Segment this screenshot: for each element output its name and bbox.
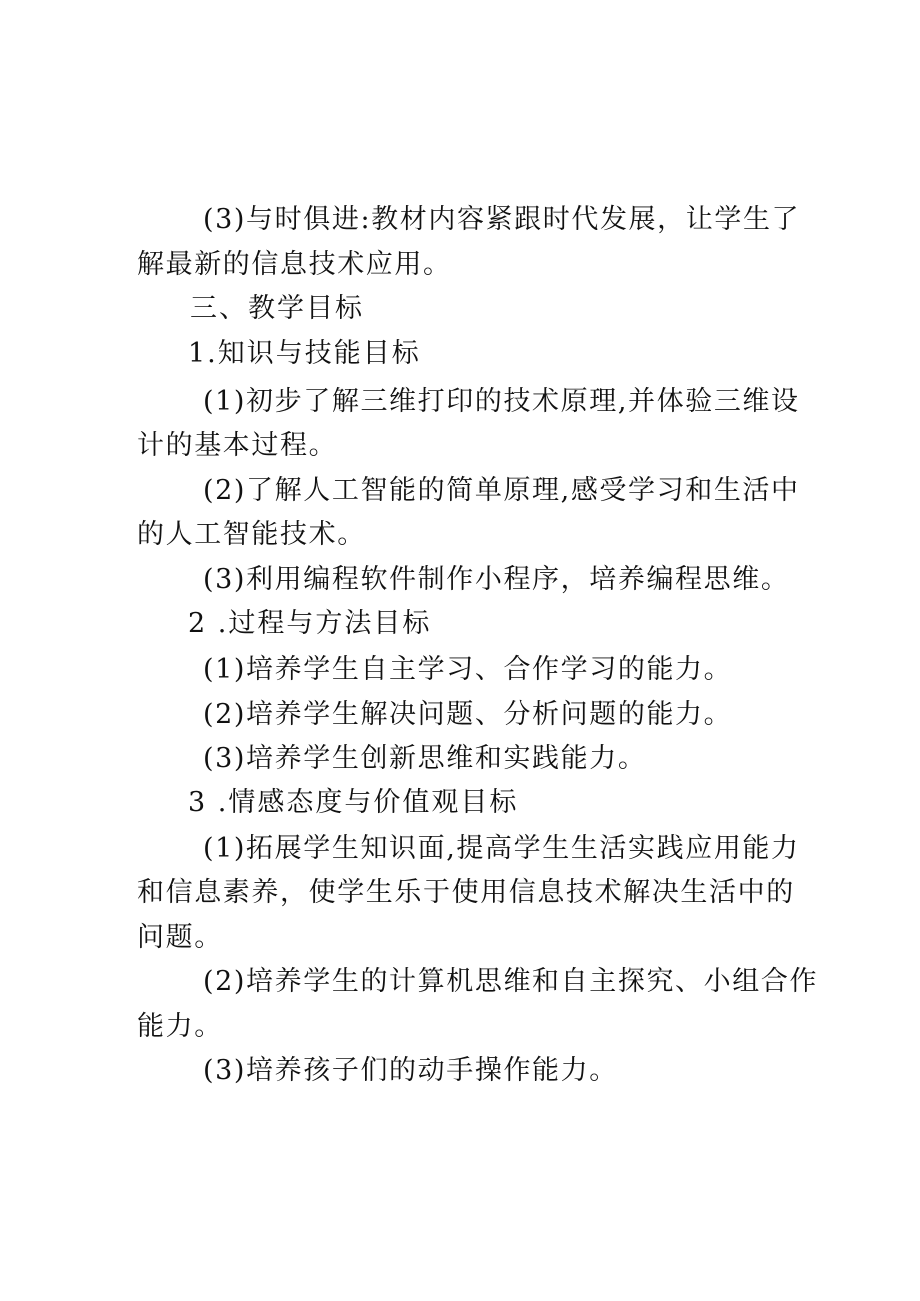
paragraph-line: 解最新的信息技术应用。 [137, 249, 452, 280]
list-item-line: (2)了解人工智能的简单原理,感受学习和生活中 [203, 475, 800, 506]
subsection-heading: 2 .过程与方法目标 [188, 608, 432, 639]
section-heading: 三、教学目标 [190, 293, 364, 324]
list-item-line: (2)培养学生解决问题、分析问题的能力。 [203, 699, 733, 730]
subsection-heading: 1.知识与技能目标 [188, 338, 421, 369]
list-item-line: (3)利用编程软件制作小程序，培养编程思维。 [203, 564, 790, 595]
list-item-line: (1)培养学生自主学习、合作学习的能力。 [203, 654, 733, 685]
list-item-line: 问题。 [137, 922, 223, 953]
list-item-line: (2)培养学生的计算机思维和自主探究、小组合作 [203, 966, 819, 997]
list-item-line: (1)拓展学生知识面,提高学生生活实践应用能力 [203, 833, 800, 864]
paragraph-line: (3)与时俱进:教材内容紧跟时代发展，让学生了 [203, 204, 801, 235]
list-item-line: 和信息素养，使学生乐于使用信息技术解决生活中的 [137, 877, 795, 908]
list-item-line: (1)初步了解三维打印的技术原理,并体验三维设 [203, 386, 800, 417]
subsection-heading: 3 .情感态度与价值观目标 [188, 787, 519, 818]
list-item-line: (3)培养孩子们的动手操作能力。 [203, 1055, 618, 1086]
list-item-line: (3)培养学生创新思维和实践能力。 [203, 743, 647, 774]
list-item-line: 能力。 [137, 1011, 223, 1042]
list-item-line: 计的基本过程。 [137, 430, 338, 461]
list-item-line: 的人工智能技术。 [137, 519, 366, 550]
